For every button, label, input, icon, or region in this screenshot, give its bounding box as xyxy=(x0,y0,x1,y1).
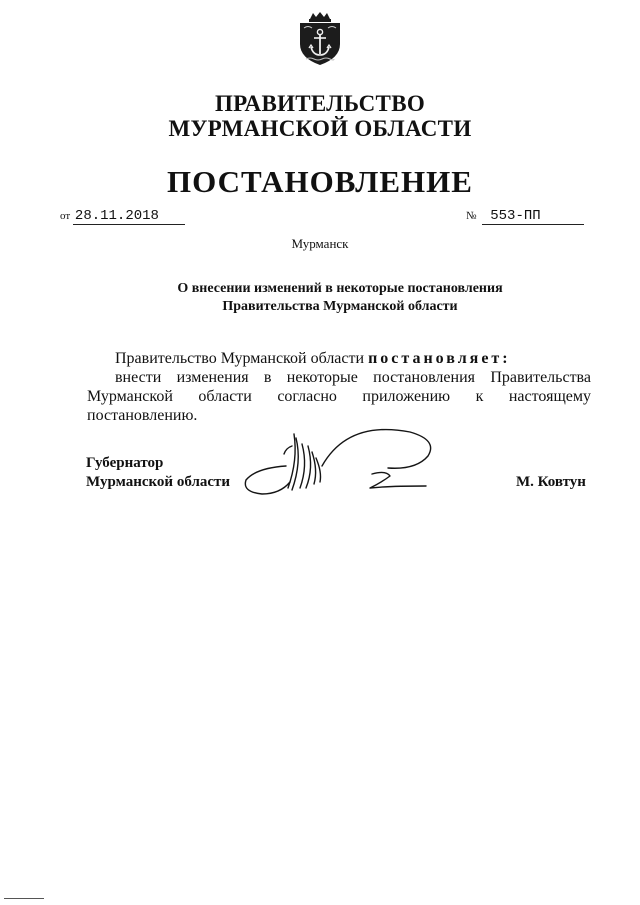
number-field xyxy=(466,208,584,225)
subject-line1: О внесении изменений в некоторые постановления xyxy=(177,281,503,296)
resolution-preamble xyxy=(87,349,591,368)
document-subject xyxy=(0,280,640,316)
signatory-title-line2: Мурманской области xyxy=(86,474,231,490)
number-value: 553-ПП xyxy=(482,208,584,225)
org-name-line2: МУРМАНСКОЙ ОБЛАСТИ xyxy=(168,116,472,141)
org-name-line1: ПРАВИТЕЛЬСТВО xyxy=(214,91,426,116)
resolution-text: внести изменения в некоторые постановления Правительства Мурманской области согласно приложению к настоящему постановлению. xyxy=(87,369,591,424)
preamble-lead: Правительство Мурманской области xyxy=(115,350,365,367)
number-prefix: № xyxy=(466,210,477,222)
city-label: Мурманск xyxy=(291,236,349,251)
preamble-verb: постановляет: xyxy=(368,350,511,367)
coat-of-arms-icon xyxy=(296,10,344,66)
signatory-title-line1: Губернатор xyxy=(86,455,164,471)
signatory-name: М. Ковтун xyxy=(516,474,586,490)
date-field xyxy=(60,208,185,225)
document-type-title: ПОСТАНОВЛЕНИЕ xyxy=(167,164,473,199)
subject-line2: Правительства Мурманской области xyxy=(222,299,458,314)
signature-icon xyxy=(238,426,438,502)
date-prefix: от xyxy=(60,210,71,222)
date-value: 28.11.2018 xyxy=(73,208,185,225)
footer-divider xyxy=(4,898,44,899)
signatory-title xyxy=(86,454,230,492)
